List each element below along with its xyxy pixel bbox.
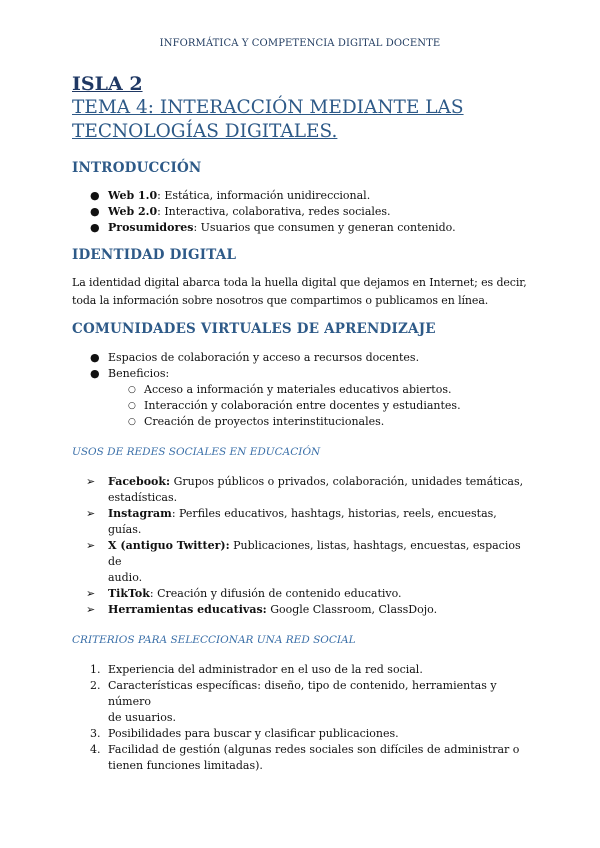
- tema-title-line-1: TEMA 4: INTERACCIÓN MEDIANTE LAS: [72, 97, 464, 118]
- beneficios-sublist: [72, 382, 532, 430]
- hollow-bullet-icon: ○: [128, 417, 136, 427]
- isla-title: ISLA 2: [72, 73, 143, 95]
- hollow-bullet-icon: ○: [128, 385, 136, 395]
- list-item: ○ Acceso a información y materiales educativos abiertos.: [128, 383, 452, 396]
- list-item: ➢ Herramientas educativas: Google Classroom, ClassDojo.: [86, 603, 438, 616]
- list-item: ○ Creación de proyectos interinstitucionales.: [128, 415, 385, 428]
- list-item: 4. Facilidad de gestión (algunas redes sociales son difíciles de administrar o tienen funciones limitadas).: [90, 743, 520, 772]
- arrow-bullet-icon: ➢: [86, 539, 96, 552]
- list-item: ➢ X (antiguo Twitter): Publicaciones, listas, hashtags, encuestas, espacios de audio.: [86, 539, 521, 584]
- list-item: 2. Características específicas: diseño, tipo de contenido, herramientas y número de usuarios.: [90, 679, 497, 724]
- arrow-bullet-icon: ➢: [86, 587, 96, 600]
- list-item: ● Prosumidores: Usuarios que consumen y generan contenido.: [90, 221, 456, 234]
- bullet-icon: ●: [90, 351, 100, 364]
- bullet-icon: ●: [90, 189, 100, 202]
- document-body: [72, 72, 532, 774]
- list-item: ● Espacios de colaboración y acceso a recursos docentes.: [90, 351, 420, 364]
- list-item: ● Beneficios:: [90, 367, 170, 380]
- arrow-bullet-icon: ➢: [86, 603, 96, 616]
- introduccion-heading: INTRODUCCIÓN: [72, 160, 202, 176]
- usos-heading: USOS DE REDES SOCIALES EN EDUCACIÓN: [72, 446, 321, 458]
- criterios-list: [72, 662, 532, 774]
- criterios-heading: CRITERIOS PARA SELECCIONAR UNA RED SOCIAL: [72, 634, 356, 646]
- usos-list: [72, 474, 532, 618]
- list-item: 3. Posibilidades para buscar y clasificar publicaciones.: [90, 727, 399, 740]
- list-item: ➢ Instagram: Perfiles educativos, hashtags, historias, reels, encuestas, guías.: [86, 507, 497, 536]
- identidad-paragraph: La identidad digital abarca toda la huella digital que dejamos en Internet; es decir, toda la información sobre nosotros que compartimos o publicamos en línea.: [72, 276, 527, 307]
- list-item: ● Web 1.0: Estática, información unidireccional.: [90, 189, 371, 202]
- list-item: ➢ Facebook: Grupos públicos o privados, colaboración, unidades temáticas, estadísticas.: [86, 475, 524, 504]
- bullet-icon: ●: [90, 367, 100, 380]
- tema-title-line-2: TECNOLOGÍAS DIGITALES.: [72, 121, 338, 142]
- comunidades-list: [72, 350, 532, 382]
- bullet-icon: ●: [90, 205, 100, 218]
- list-item: ➢ TikTok: Creación y difusión de contenido educativo.: [86, 587, 402, 600]
- identidad-heading: IDENTIDAD DIGITAL: [72, 247, 237, 263]
- comunidades-heading: COMUNIDADES VIRTUALES DE APRENDIZAJE: [72, 321, 436, 337]
- introduccion-list: [72, 188, 532, 236]
- list-item: ● Web 2.0: Interactiva, colaborativa, redes sociales.: [90, 205, 391, 218]
- bullet-icon: ●: [90, 221, 100, 234]
- list-item: 1. Experiencia del administrador en el uso de la red social.: [90, 663, 423, 676]
- hollow-bullet-icon: ○: [128, 401, 136, 411]
- arrow-bullet-icon: ➢: [86, 507, 96, 520]
- arrow-bullet-icon: ➢: [86, 475, 96, 488]
- running-header: INFORMÁTICA Y COMPETENCIA DIGITAL DOCENTE: [159, 38, 441, 49]
- list-item: ○ Interacción y colaboración entre docentes y estudiantes.: [128, 399, 461, 412]
